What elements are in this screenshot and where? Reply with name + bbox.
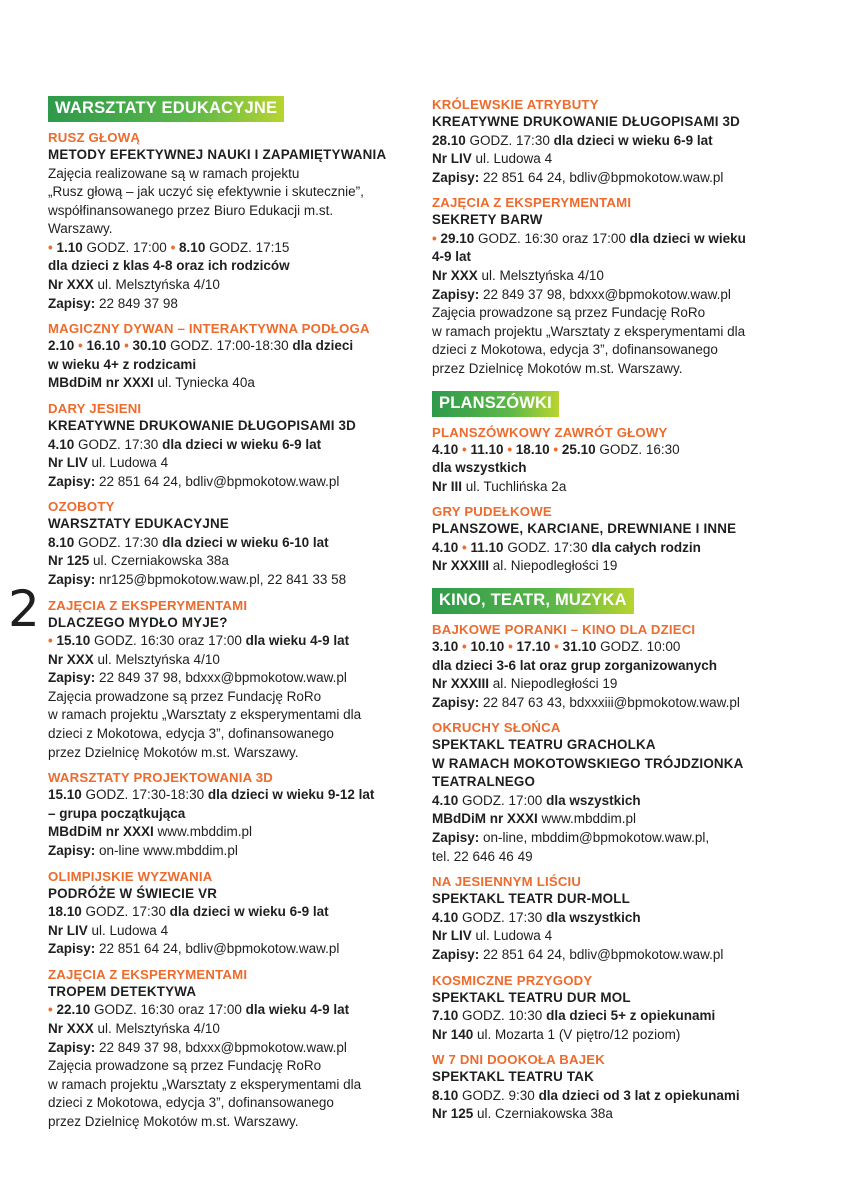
event-line	[432, 230, 812, 249]
bold-text: Zapisy:	[432, 286, 480, 302]
text: 22 851 64 24, bdliv@bpmokotow.waw.pl	[95, 473, 340, 489]
event-line	[432, 927, 812, 946]
event-line	[48, 295, 420, 314]
text: ul. Melsztyńska 4/10	[93, 651, 220, 667]
event-line	[48, 1113, 420, 1132]
event-line	[48, 669, 420, 688]
bold-text: dla wszystkich	[546, 792, 641, 808]
bold-text: 16.10	[86, 338, 121, 354]
text: dzieci z Mokotowa, edycja 3”, dofinansowanego	[48, 726, 334, 742]
event-bajkowe-poranki-kino-dla-dzieci	[432, 621, 812, 712]
event-line	[432, 132, 812, 151]
event-title: PLANSZÓWKOWY ZAWRÓT GŁOWY	[432, 424, 668, 440]
text: ul. Mozarta 1 (V piętro/12 poziom)	[473, 1026, 681, 1042]
event-title: ZAJĘCIA Z EKSPERYMENTAMI	[48, 597, 248, 613]
bold-text: 4.10	[432, 909, 459, 925]
event-rusz-glowa	[48, 129, 420, 313]
text: al. Niepodległości 19	[489, 676, 618, 692]
event-title: W 7 DNI DOOKOŁA BAJEK	[432, 1052, 605, 1068]
text: 22 849 37 98, bdxxx@bpmokotow.waw.pl	[95, 670, 347, 686]
event-line	[432, 657, 812, 676]
text: przez Dzielnicę Mokotów m.st. Warszawy.	[48, 744, 299, 760]
left-column	[48, 96, 420, 1139]
text: ul. Melsztyńska 4/10	[93, 1021, 220, 1036]
bold-text: dla dzieci w wieku 6-9 lat	[553, 132, 713, 148]
text: 22 851 64 24, bdliv@bpmokotow.waw.pl	[95, 941, 340, 957]
bold-text: Nr LIV	[48, 922, 88, 938]
bold-text: Nr 140	[432, 1026, 474, 1042]
bold-text: dla dzieci 5+ z opiekunami	[546, 1008, 716, 1024]
event-title: GRY PUDEŁKOWE	[432, 504, 552, 520]
event-planszowkowy-zawrot-glowy	[432, 424, 812, 497]
right-column	[432, 96, 812, 1131]
bold-text: 1.10	[56, 239, 83, 255]
bullet-dot-icon: •	[48, 1002, 57, 1018]
bold-text: – grupa początkująca	[48, 805, 186, 821]
event-subtitle: SPEKTAKL TEATRU TAK	[432, 1069, 595, 1085]
event-line	[48, 571, 420, 590]
event-title: OKRUCHY SŁOŃCA	[432, 720, 561, 736]
event-zajecia-z-eksperymentami	[432, 194, 812, 378]
bold-text: dla dzieci od 3 lat z opiekunami	[538, 1087, 740, 1103]
event-line	[48, 276, 420, 295]
bold-text: 8.10	[179, 239, 206, 255]
text: GODZ. 17:30	[503, 539, 592, 555]
event-title: WARSZTATY PROJEKTOWANIA 3D	[48, 770, 274, 786]
event-line	[432, 478, 812, 497]
text: GODZ. 17:30	[74, 436, 163, 452]
bold-text: Nr XXX	[48, 1021, 94, 1036]
bold-text: Zapisy:	[48, 473, 96, 489]
event-subtitle: WARSZTATY EDUKACYJNE	[48, 516, 230, 532]
event-line	[48, 165, 420, 184]
bold-text: dla dzieci w wieku 6-9 lat	[169, 904, 329, 920]
event-subtitle: TROPEM DETEKTYWA	[48, 983, 197, 999]
bold-text: 25.10	[561, 441, 596, 457]
bold-text: 11.10	[470, 539, 504, 555]
event-line	[432, 675, 812, 694]
bold-text: 4.10	[48, 436, 75, 452]
bold-text: Zapisy:	[432, 830, 480, 846]
text: przez Dzielnicę Mokotów m.st. Warszawy.	[432, 360, 683, 376]
text: GODZ. 10:00	[596, 639, 681, 654]
event-dary-jesieni	[48, 400, 420, 491]
event-title: DARY JESIENI	[48, 401, 142, 417]
text: GODZ. 17:30	[458, 909, 547, 925]
event-subtitle: METODY EFEKTYWNEJ NAUKI I ZAPAMIĘTYWANIA	[48, 147, 387, 162]
bullet-dot-icon: •	[48, 633, 57, 649]
text: Zajęcia prowadzone są przez Fundację RoRo	[432, 305, 706, 321]
text: al. Niepodległości 19	[489, 558, 618, 574]
text: „Rusz głową – jak uczyć się efektywnie i skutecznie”,	[48, 184, 364, 200]
text: 22 849 37 98, bdxxx@bpmokotow.waw.pl	[479, 286, 731, 302]
bullet-dot-icon: •	[458, 539, 471, 555]
event-line	[432, 341, 812, 360]
event-magiczny-dywan-interaktywna-podloga	[48, 320, 420, 393]
event-title: BAJKOWE PORANKI – KINO DLA DZIECI	[432, 622, 696, 637]
text: GODZ. 17:00	[458, 792, 547, 808]
bold-text: 22.10	[56, 1002, 91, 1018]
event-line	[48, 552, 420, 571]
bold-text: Zapisy:	[48, 670, 96, 686]
event-okruchy-slonca	[432, 719, 812, 866]
event-line	[432, 829, 812, 848]
event-line	[48, 534, 420, 553]
event-title: RUSZ GŁOWĄ	[48, 130, 141, 145]
bold-text: dla dzieci w wieku 6-10 lat	[162, 534, 329, 550]
event-line	[48, 786, 420, 805]
event-line	[48, 337, 420, 356]
event-line	[48, 1094, 420, 1113]
event-warsztaty-projektowania-3d	[48, 769, 420, 860]
text: ul. Melsztyńska 4/10	[93, 277, 220, 293]
bold-text: Zapisy:	[432, 694, 480, 710]
bold-text: Nr XXXIII	[432, 676, 490, 692]
event-line	[48, 257, 420, 276]
bold-text: 4.10	[432, 441, 459, 457]
event-subtitle: SPEKTAKL TEATRU DUR MOL	[432, 989, 631, 1005]
bold-text: Nr LIV	[432, 151, 472, 167]
event-line	[432, 557, 812, 576]
event-line	[432, 909, 812, 928]
event-subtitle: TEATRALNEGO	[432, 774, 536, 790]
bold-text: 18.10	[48, 904, 82, 920]
event-line	[48, 1076, 420, 1095]
text: GODZ. 17:15	[205, 239, 290, 255]
text: GODZ. 17:30	[465, 132, 554, 148]
bullet-dot-icon: •	[74, 338, 87, 354]
bullet-dot-icon: •	[458, 639, 471, 654]
section	[432, 96, 812, 379]
bold-text: Zapisy:	[48, 295, 96, 311]
bold-text: Nr LIV	[48, 455, 88, 471]
text: GODZ. 17:30	[74, 534, 163, 550]
bullet-dot-icon: •	[549, 441, 562, 457]
text: w ramach projektu „Warsztaty z eksperymentami dla	[432, 323, 746, 339]
event-line	[48, 651, 420, 670]
event-w-7-dni-dookola-bajek	[432, 1051, 812, 1124]
event-line	[48, 374, 420, 393]
bold-text: dla wieku 4-9 lat	[245, 1002, 350, 1018]
event-line	[48, 473, 420, 492]
event-title: ZAJĘCIA Z EKSPERYMENTAMI	[432, 195, 632, 211]
bold-text: 10.10	[470, 639, 505, 654]
bold-text: MBdDiM nr XXXI	[48, 824, 154, 840]
text: on-line, mbddim@bpmokotow.waw.pl,	[479, 830, 710, 846]
event-subtitle: W RAMACH MOKOTOWSKIEGO TRÓJDZIONKA	[432, 755, 744, 771]
bold-text: Zapisy:	[48, 941, 96, 957]
text: ul. Tyniecka 40a	[153, 375, 255, 391]
event-subtitle: SEKRETY BARW	[432, 212, 543, 228]
text: tel. 22 646 46 49	[432, 848, 533, 864]
text: 22 851 64 24, bdliv@bpmokotow.waw.pl	[479, 946, 724, 962]
event-line	[432, 638, 812, 657]
event-line	[432, 694, 812, 713]
event-line	[48, 842, 420, 861]
text: 22 847 63 43, bdxxxiii@bpmokotow.waw.pl	[479, 694, 740, 710]
bold-text: 15.10	[48, 787, 82, 803]
bold-text: Nr XXX	[48, 277, 94, 293]
bold-text: dla dzieci w wieku 9-12 lat	[207, 787, 375, 803]
event-line	[48, 1001, 420, 1020]
bold-text: dla dzieci z klas 4-8 oraz ich rodziców	[48, 258, 290, 274]
event-line	[432, 150, 812, 169]
bold-text: 3.10	[432, 639, 459, 654]
event-line	[432, 441, 812, 460]
event-line	[432, 169, 812, 188]
event-title: NA JESIENNYM LIŚCIU	[432, 874, 582, 890]
event-line	[48, 922, 420, 941]
event-line	[432, 267, 812, 286]
bold-text: 18.10	[515, 441, 550, 457]
bold-text: MBdDiM nr XXXI	[48, 375, 154, 391]
bold-text: 30.10	[132, 338, 167, 354]
text: on-line www.mbddim.pl	[95, 843, 238, 859]
event-title: ZAJĘCIA Z EKSPERYMENTAMI	[48, 966, 248, 982]
bold-text: 7.10	[432, 1008, 459, 1024]
bullet-dot-icon: •	[48, 239, 57, 255]
event-subtitle: KREATYWNE DRUKOWANIE DŁUGOPISAMI 3D	[48, 418, 357, 434]
event-subtitle: PLANSZOWE, KARCIANE, DREWNIANE I INNE	[432, 521, 737, 537]
text: GODZ. 16:30 oraz 17:00	[474, 230, 630, 246]
event-subtitle: SPEKTAKL TEATRU GRACHOLKA	[432, 737, 656, 753]
section-header: WARSZTATY EDUKACYJNE	[48, 96, 284, 122]
event-line	[432, 792, 812, 811]
text: dzieci z Mokotowa, edycja 3”, dofinansowanego	[48, 1095, 334, 1111]
text: w ramach projektu „Warsztaty z eksperymentami dla	[48, 707, 362, 723]
bold-text: MBdDiM nr XXXI	[432, 811, 538, 827]
bold-text: dla wszystkich	[432, 460, 527, 476]
event-line	[48, 356, 420, 375]
text: ul. Czerniakowska 38a	[473, 1106, 613, 1122]
bold-text: dla całych rodzin	[591, 539, 701, 555]
event-line	[48, 744, 420, 763]
bullet-dot-icon: •	[170, 239, 180, 255]
text: GODZ. 10:30	[458, 1008, 547, 1024]
event-line	[48, 183, 420, 202]
event-line	[48, 688, 420, 707]
event-line	[432, 810, 812, 829]
bold-text: 4-9 lat	[432, 249, 472, 265]
event-line	[48, 220, 420, 239]
bold-text: Nr 125	[432, 1106, 474, 1122]
bold-text: 4.10	[432, 539, 459, 555]
text: www.mbddim.pl	[537, 811, 637, 827]
text: w ramach projektu „Warsztaty z eksperymentami dla	[48, 1076, 362, 1092]
event-title: KRÓLEWSKIE ATRYBUTY	[432, 97, 599, 112]
event-line	[48, 1020, 420, 1039]
bold-text: 8.10	[48, 534, 75, 550]
bold-text: Zapisy:	[48, 572, 96, 587]
bold-text: 15.10	[56, 633, 91, 649]
event-subtitle: SPEKTAKL TEATR DUR-MOLL	[432, 891, 631, 907]
text: ul. Melsztyńska 4/10	[477, 267, 604, 283]
bullet-dot-icon: •	[120, 338, 133, 354]
event-ozoboty	[48, 498, 420, 589]
bold-text: Nr LIV	[432, 928, 472, 944]
section-planszowki	[432, 391, 812, 576]
bullet-dot-icon: •	[432, 230, 441, 246]
text: GODZ. 17:00	[82, 239, 171, 255]
section-kino-teatr-muzyka	[432, 588, 812, 1124]
event-line	[48, 903, 420, 922]
text: GODZ. 16:30	[595, 441, 680, 457]
page-number: 2	[8, 580, 40, 638]
event-line	[48, 823, 420, 842]
bullet-dot-icon: •	[458, 441, 471, 457]
text: GODZ. 17:00-18:30	[166, 338, 293, 354]
text: Zajęcia prowadzone są przez Fundację RoRo	[48, 1058, 322, 1074]
text: nr125@bpmokotow.waw.pl, 22 841 33 58	[95, 572, 347, 587]
text: ul. Ludowa 4	[471, 928, 553, 944]
event-line	[432, 360, 812, 379]
event-line	[48, 454, 420, 473]
bold-text: 11.10	[470, 441, 504, 457]
bold-text: Nr XXXIII	[432, 558, 490, 574]
event-line	[432, 248, 812, 267]
bold-text: 29.10	[440, 230, 475, 246]
section-header: KINO, TEATR, MUZYKA	[432, 588, 634, 614]
bold-text: Nr III	[432, 478, 463, 494]
text: dzieci z Mokotowa, edycja 3”, dofinansowanego	[432, 342, 718, 358]
text: GODZ. 17:30	[81, 904, 170, 920]
text: GODZ. 17:30-18:30	[81, 787, 208, 803]
event-kosmiczne-przygody	[432, 972, 812, 1045]
event-line	[48, 805, 420, 824]
event-line	[48, 706, 420, 725]
event-subtitle: DLACZEGO MYDŁO MYJE?	[48, 614, 228, 630]
event-na-jesiennym-lisciu	[432, 873, 812, 964]
event-line	[432, 1026, 812, 1045]
text: ul. Ludowa 4	[471, 151, 553, 167]
bold-text: 4.10	[432, 792, 459, 808]
bullet-dot-icon: •	[504, 639, 517, 654]
bold-text: dla wszystkich	[546, 909, 641, 925]
text: ul. Ludowa 4	[87, 922, 169, 938]
bold-text: Nr 125	[48, 553, 90, 569]
text: ul. Tuchlińska 2a	[462, 478, 567, 494]
bold-text: dla dzieci 3-6 lat oraz grup zorganizowanych	[432, 657, 718, 673]
event-line	[48, 1039, 420, 1058]
section-header: PLANSZÓWKI	[432, 391, 559, 417]
bold-text: dla wieku 4-9 lat	[245, 633, 350, 649]
event-line	[432, 1105, 812, 1124]
event-line	[432, 304, 812, 323]
bold-text: Zapisy:	[48, 843, 96, 859]
event-line	[432, 323, 812, 342]
text: 22 851 64 24, bdliv@bpmokotow.waw.pl	[479, 169, 724, 185]
bold-text: Nr XXX	[432, 267, 478, 283]
event-line	[48, 202, 420, 221]
text: ul. Ludowa 4	[87, 455, 169, 471]
event-title: OLIMPIJSKIE WYZWANIA	[48, 868, 213, 884]
text: GODZ. 16:30 oraz 17:00	[90, 633, 246, 649]
text: Zajęcia realizowane są w ramach projektu	[48, 165, 300, 181]
text: 22 849 37 98	[95, 295, 178, 311]
text: współfinansowanego przez Biuro Edukacji m.st.	[48, 202, 334, 218]
bold-text: dla dzieci w wieku	[629, 230, 746, 246]
event-line	[48, 725, 420, 744]
event-title: KOSMICZNE PRZYGODY	[432, 972, 593, 988]
bold-text: dla dzieci	[292, 338, 354, 354]
text: ul. Czerniakowska 38a	[89, 553, 229, 569]
bold-text: 31.10	[562, 639, 597, 654]
event-subtitle: KREATYWNE DRUKOWANIE DŁUGOPISAMI 3D	[432, 114, 741, 129]
bold-text: w wieku 4+ z rodzicami	[48, 356, 197, 372]
text: Zajęcia prowadzone są przez Fundację RoRo	[48, 688, 322, 704]
text: 22 849 37 98, bdxxx@bpmokotow.waw.pl	[95, 1039, 347, 1055]
bold-text: Nr XXX	[48, 651, 94, 667]
text: www.mbddim.pl	[153, 824, 253, 840]
bold-text: 17.10	[516, 639, 551, 654]
text: GODZ. 16:30 oraz 17:00	[90, 1002, 246, 1018]
event-line	[432, 848, 812, 867]
event-zajecia-z-eksperymentami	[48, 966, 420, 1132]
text: przez Dzielnicę Mokotów m.st. Warszawy.	[48, 1113, 299, 1129]
bold-text: 8.10	[432, 1087, 459, 1103]
event-line	[432, 1007, 812, 1026]
event-line	[432, 1087, 812, 1106]
bullet-dot-icon: •	[503, 441, 516, 457]
bold-text: Zapisy:	[432, 946, 480, 962]
event-olimpijskie-wyzwania	[48, 868, 420, 959]
text: Warszawy.	[48, 221, 113, 237]
event-line	[432, 539, 812, 558]
event-title: MAGICZNY DYWAN – INTERAKTYWNA PODŁOGA	[48, 321, 370, 337]
bold-text: 2.10	[48, 338, 75, 354]
event-line	[432, 459, 812, 478]
event-zajecia-z-eksperymentami	[48, 597, 420, 763]
event-gry-pudelkowe	[432, 503, 812, 576]
bold-text: 28.10	[432, 132, 466, 148]
bold-text: dla dzieci w wieku 6-9 lat	[162, 436, 322, 452]
section-warsztaty-edukacyjne	[48, 96, 420, 1132]
event-line	[432, 946, 812, 965]
text: GODZ. 9:30	[458, 1087, 539, 1103]
bullet-dot-icon: •	[550, 639, 563, 654]
bold-text: Zapisy:	[48, 1039, 96, 1055]
event-line	[48, 239, 420, 258]
event-line	[432, 286, 812, 305]
event-line	[48, 1057, 420, 1076]
event-title: OZOBOTY	[48, 499, 115, 515]
event-subtitle: PODRÓŻE W ŚWIECIE VR	[48, 885, 218, 901]
event-line	[48, 940, 420, 959]
event-krolewskie-atrybuty	[432, 96, 812, 187]
event-line	[48, 436, 420, 455]
event-line	[48, 632, 420, 651]
bold-text: Zapisy:	[432, 169, 480, 185]
